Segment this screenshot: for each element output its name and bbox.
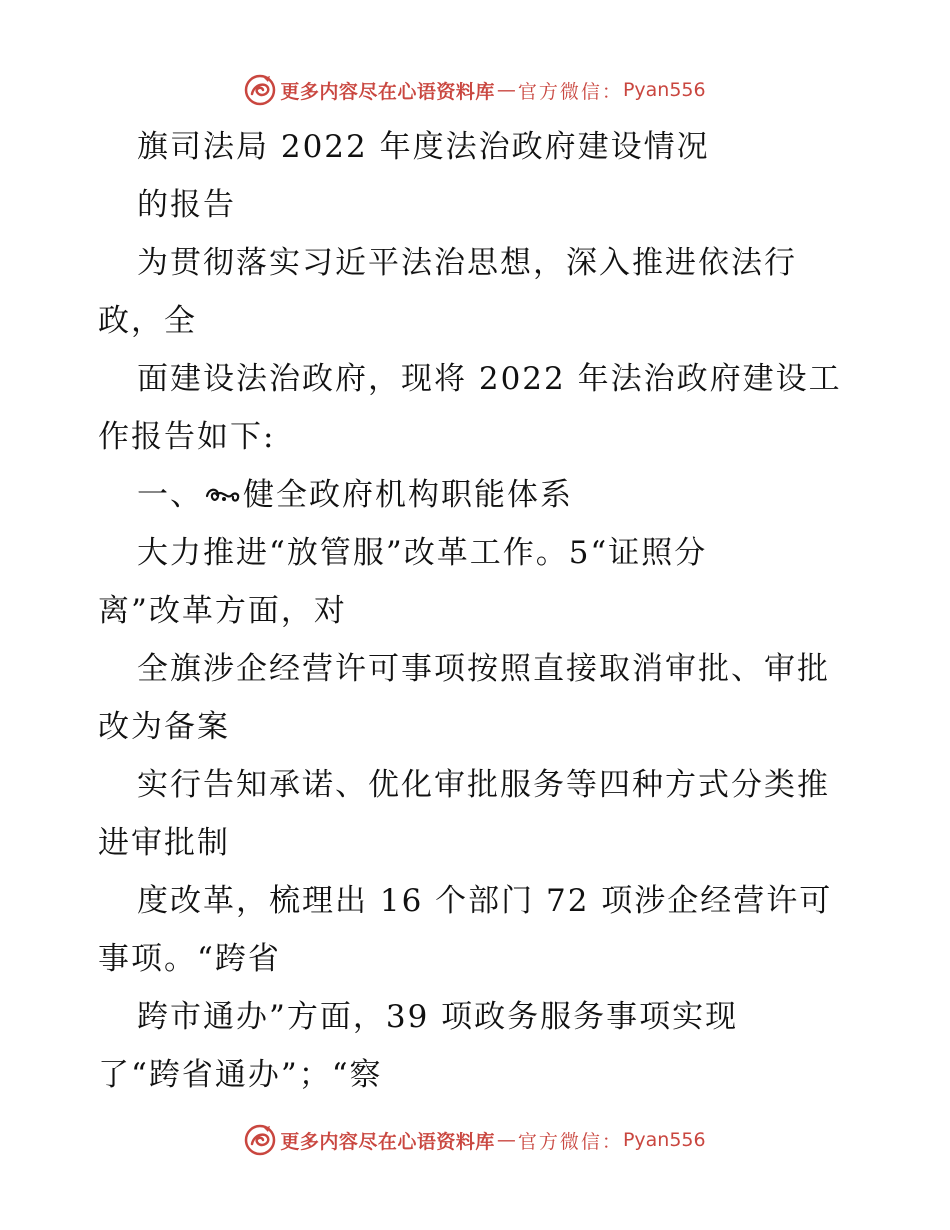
paragraph-line: 大力推进“放管服”改革工作。5“证照分 [137,535,708,571]
ornament-bullet-icon [205,484,241,506]
header-watermark [0,70,950,110]
doc-title-line-2: 的报告 [137,187,236,223]
paragraph-line: 进审批制 [98,825,230,861]
paragraph-line: 政，全 [98,303,197,339]
section-number: 一、 [137,477,203,513]
paragraph-line: 度改革，梳理出 16 个部门 72 项涉企经营许可 [137,883,833,919]
paragraph-line: 为贯彻落实习近平法治思想，深入推进依法行 [137,245,797,281]
paragraph-line: 实行告知承诺、优化审批服务等四种方式分类推 [137,767,830,803]
paragraph-line: 作报告如下: [98,419,276,455]
watermark-official-label: 官方微信： [517,1130,623,1153]
section-title: 健全政府机构职能体系 [243,477,573,513]
red-swirl-logo-icon [244,74,276,106]
section-heading [137,475,573,515]
watermark-official-label: 官方微信： [517,80,623,103]
paragraph-line: 离”改革方面，对 [98,593,347,629]
paragraph-line: 了“跨省通办”；“察 [98,1057,383,1093]
footer-watermark [0,1120,950,1160]
watermark-wechat-id: Pyan556 [622,79,706,101]
red-swirl-logo-icon [244,1124,276,1156]
paragraph-line: 跨市通办”方面，39 项政务服务事项实现 [137,999,739,1035]
watermark-site-text: 更多内容尽在心语资料库 [280,1130,495,1153]
paragraph-line: 面建设法治政府，现将 2022 年法治政府建设工 [137,361,842,397]
watermark-wechat-id: Pyan556 [622,1129,706,1151]
watermark-dash: — [496,79,516,101]
watermark-site-text: 更多内容尽在心语资料库 [280,80,495,103]
watermark-dash: — [496,1129,516,1151]
paragraph-line: 全旗涉企经营许可事项按照直接取消审批、审批 [137,651,830,687]
paragraph-line: 事项。“跨省 [98,941,281,977]
doc-title-line-1: 旗司法局 2022 年度法治政府建设情况 [137,129,710,165]
paragraph-line: 改为备案 [98,709,230,745]
